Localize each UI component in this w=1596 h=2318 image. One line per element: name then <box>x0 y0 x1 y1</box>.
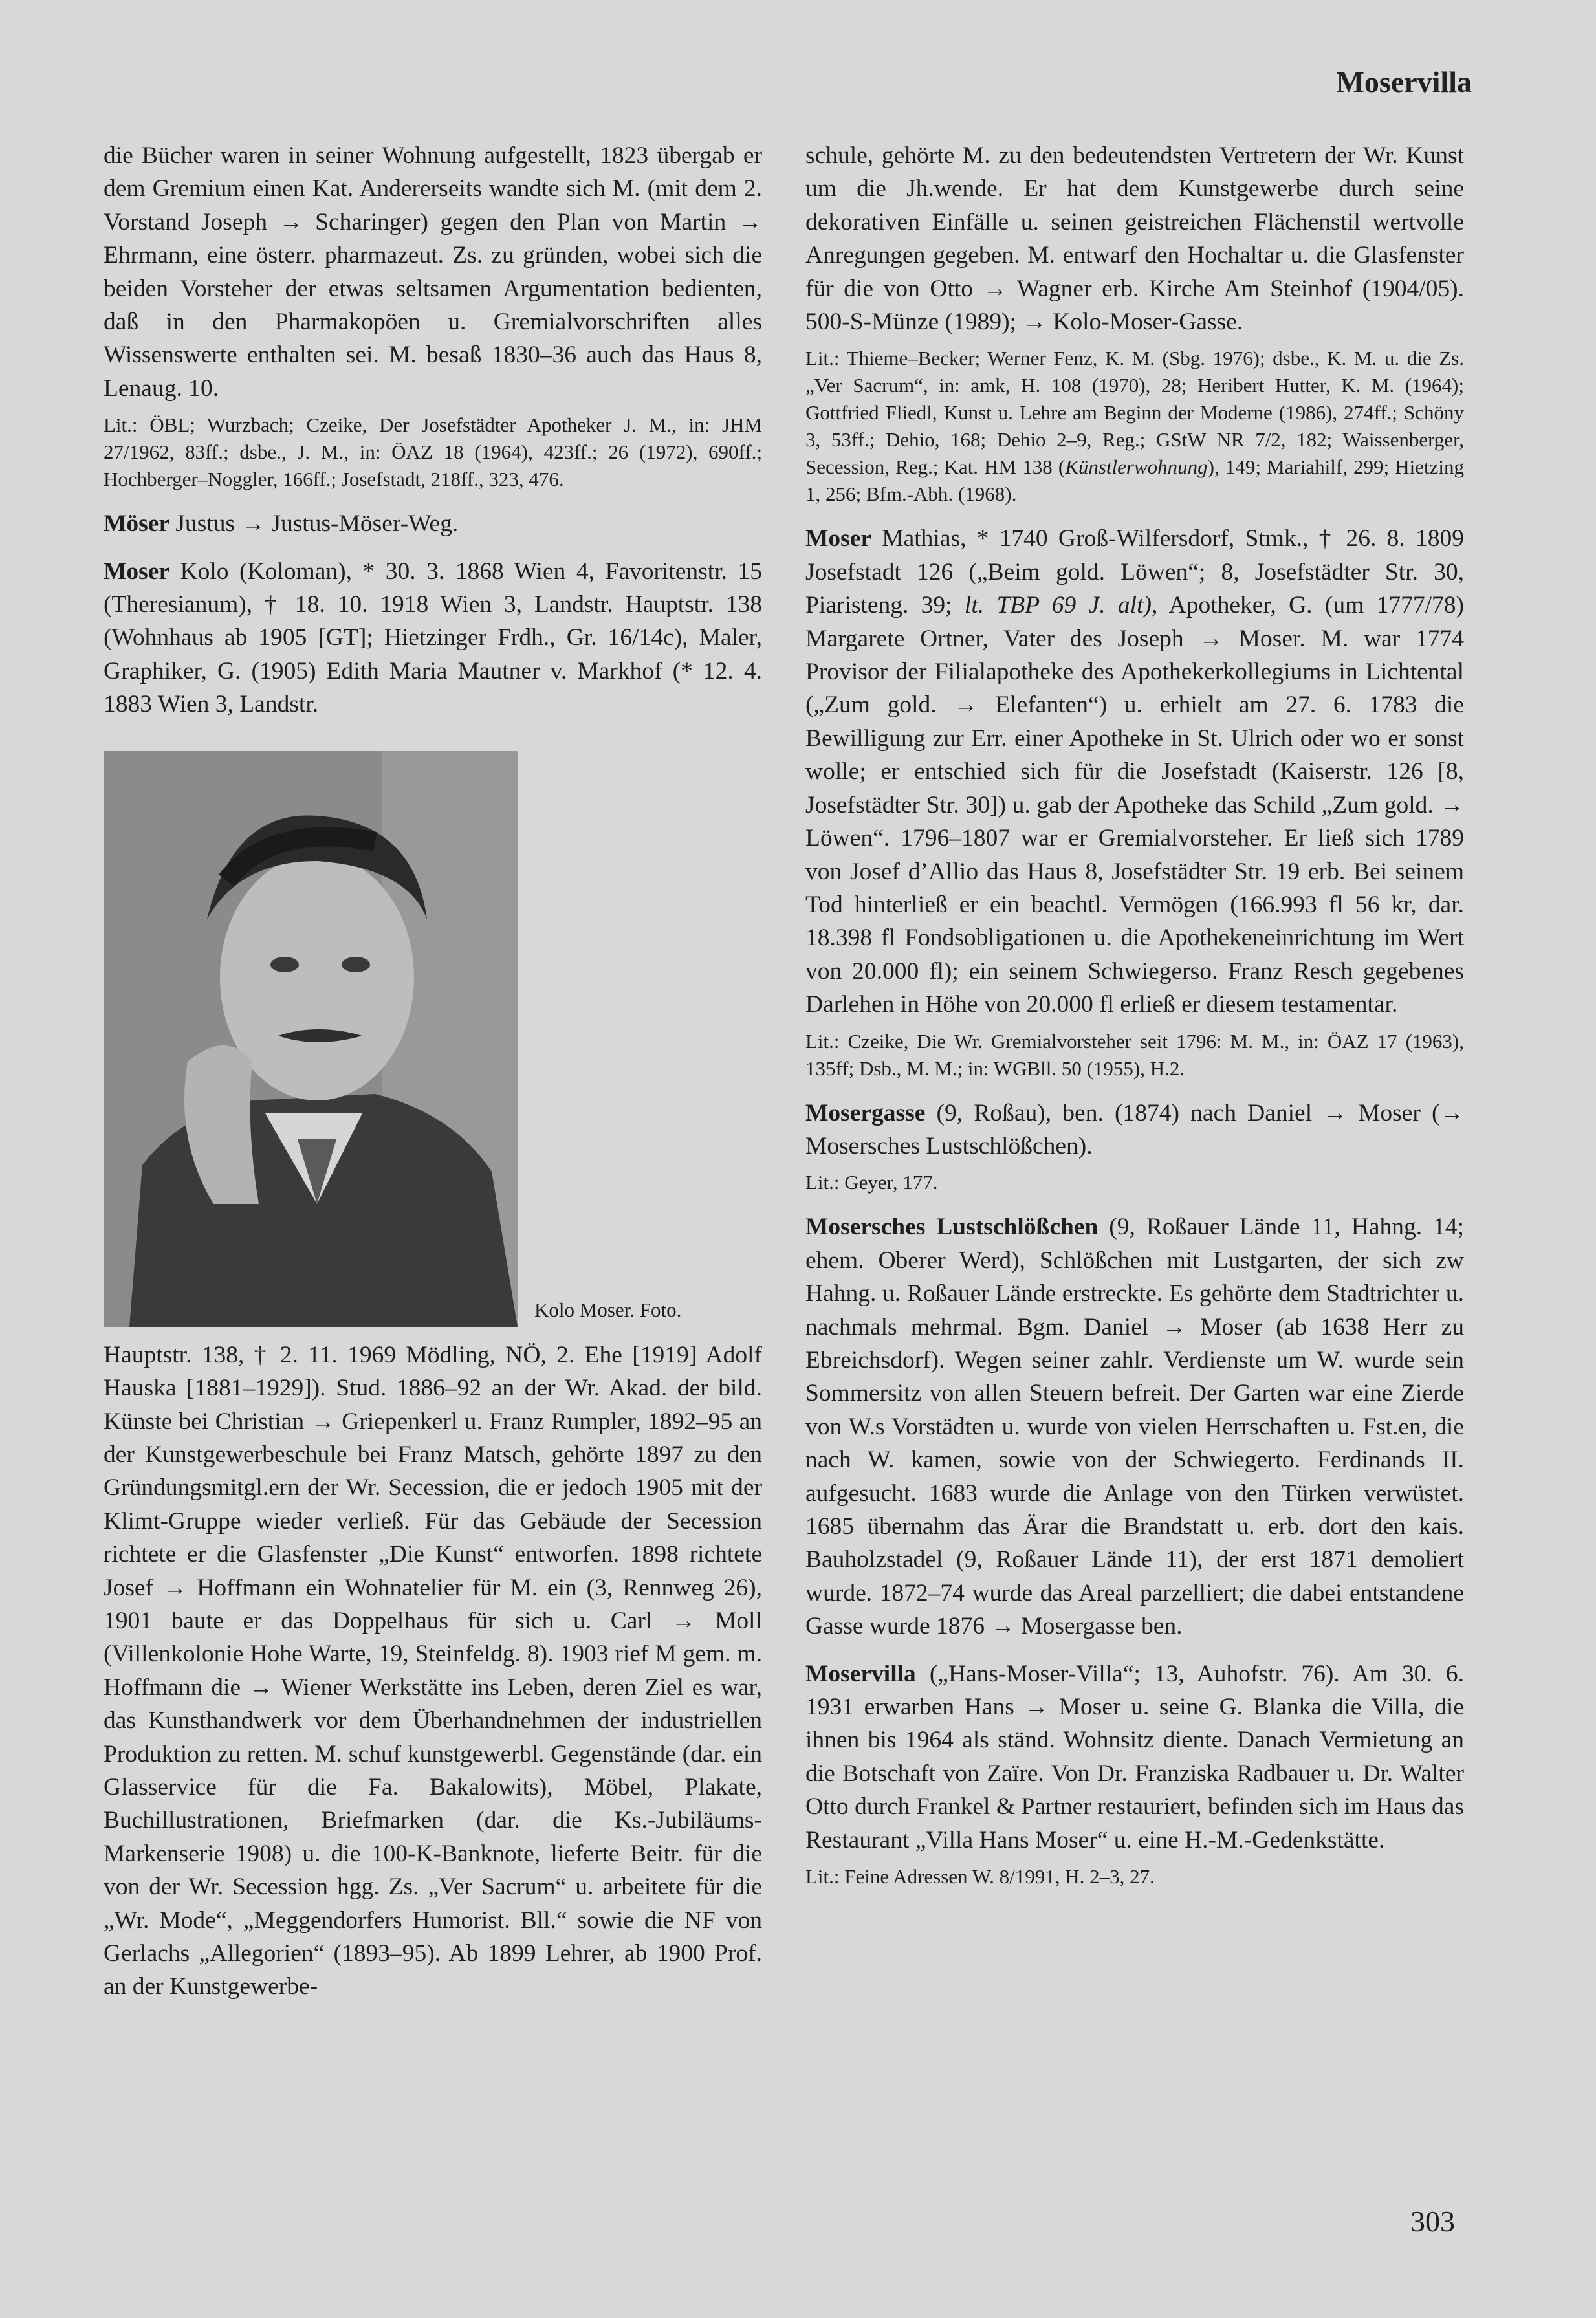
headword: Mosersches Lustschlößchen <box>805 1214 1099 1241</box>
entry-italic: lt. TBP 69 J. alt) <box>964 592 1152 619</box>
literature-note: Lit.: Feine Adressen W. 8/1991, H. 2–3, 27. <box>805 1865 1155 1888</box>
photo-caption: Kolo Moser. Foto. <box>534 1298 682 1321</box>
page-number: 303 <box>1410 2205 1455 2238</box>
entry-moser-kolo <box>104 555 762 721</box>
entry-moser-mathias <box>805 522 1464 1021</box>
paragraph: die Bücher waren in seiner Wohnung aufgestellt, 1823 übergab er dem Gremium einen Kat. Andererseits wandte sich M. (mit dem 2. Vorstand Joseph → Scharinger) gegen den Plan von Martin → Ehrmann, eine österr. pharmazeut. Zs. zu gründen, wobei sich die beiden Vorsteher der etwas seltsamen Argumentation bedienten, daß in den Pharmakopöen u. Gremialvorschriften alles Wissenswerte enthalten sei. M. besaß 1830–36 auch das Haus 8, Lenaug. 10. <box>104 142 762 402</box>
headword: Möser <box>104 510 170 538</box>
entry-moeser-justus <box>104 507 762 540</box>
literature-note <box>805 345 1464 508</box>
entry-text: Kolo (Koloman), * 30. 3. 1868 Wien 4, Favoritenstr. 15 (Theresianum), † 18. 10. 1918 Wien 3, Landstr. Hauptstr. 138 (Wohnhaus ab 1905 [GT]; Hietzinger Frdh., Gr. 16/14c), Maler, Graphiker, G. (1905) Edith Maria Mautner v. Markhof (* 12. 4. 1883 Wien 3, Landstr. <box>104 558 762 718</box>
headword: Moser <box>805 525 872 552</box>
portrait-illustration <box>104 751 518 1327</box>
entry-text: (9, Roßauer Lände 11, Hahng. 14; ehem. Oberer Werd), Schlößchen mit Lustgarten, der sich zw Hahng. u. Roßauer Lände erstreckte. Es gehörte dem Stadtrichter u. nachmals mehrmal. Bgm. Daniel → Moser (ab 1638 Herr zu Ebreichsdorf). Wegen seiner zahlr. Verdienste um W. wurde sein Sommersitz von allen Steuern befreit. Der Garten war eine Zierde von W.s Vorstädten u. wurde von vielen Herrschaften u. Fst.en, die nach W. kamen, sowie von der Schwiegerto. Ferdinands II. aufgesucht. 1683 wurde die Anlage von den Türken verwüstet. 1685 übernahm das Ärar die Brandstatt u. erb. dort den kais. Bauholzstadel (9, Roßauer Lände 11), der erst 1871 demoliert wurde. 1872–74 wurde das Areal parzelliert; die dabei entstandene Gasse wurde 1876 → Mosergasse ben. <box>805 1214 1464 1640</box>
headword: Moser <box>104 558 170 585</box>
running-header: Moservilla <box>1336 65 1472 98</box>
right-column <box>805 139 1464 1894</box>
entry-moservilla <box>805 1657 1464 1857</box>
entry-mosersches-lustschloesschen <box>805 1210 1464 1643</box>
headword: Mosergasse <box>805 1099 926 1126</box>
entry-text: Justus → Justus-Möser-Weg. <box>169 510 459 538</box>
literature-note: Lit.: Geyer, 177. <box>805 1171 938 1194</box>
portrait-photo <box>104 751 518 1327</box>
lit-italic: Künstlerwohnung <box>1065 455 1208 479</box>
entry-text: Mathias, * 1740 Groß-Wilfersdorf, Stmk., † 26. 8. 1809 Josefstadt 126 („Beim gold. Löwen“; 8, Josefstädter Str. 30, Piaristeng. 39; <box>805 525 1464 619</box>
headword: Moservilla <box>805 1660 916 1687</box>
paragraph: Hauptstr. 138, † 2. 11. 1969 Mödling, NÖ, 2. Ehe [1919] Adolf Hauska [1881–1929]). Stud. 1886–92 an der Wr. Akad. der bild. Künste bei Christian → Griepenkerl u. Franz Rumpler, 1892–95 an der Kunstgewerbeschule bei Franz Matsch, gehörte 1897 zu den Gründungsmitgl.ern der Wr. Secession, die er jedoch 1905 mit der Klimt-Gruppe wieder verließ. Für das Gebäude der Secession richtete er die Glasfenster „Die Kunst“ entworfen. 1898 richtete Josef → Hoffmann ein Wohnatelier für M. ein (3, Rennweg 26), 1901 baute er das Doppelhaus für sich u. Carl → Moll (Villenkolonie Hohe Warte, 19, Steinfeldg. 8). 1903 rief M gem. m. Hoffmann die → Wiener Werkstätte ins Leben, deren Ziel es war, das Kunsthandwerk vor dem Überhandnehmen der industriellen Produktion zu retten. M. schuf kunstgewerbl. Gegenstände (dar. ein Glasservice für die Fa. Bakalowits), Möbel, Plakate, Buchillustrationen, Briefmarken (dar. die Ks.-Jubiläums-Markenserie 1908) u. die 100-K-Banknote, lieferte Beitr. für die von der Wr. Secession hgg. Zs. „Ver Sacrum“ u. arbeitete für die „Wr. Mode“, „Meggendorfers Humorist. Bll.“ sowie die NF von Gerlachs „Allegorien“ (1893–95). Ab 1899 Lehrer, ab 1900 Prof. an der Kunstgewerbe- <box>104 1341 762 2000</box>
entry-text: („Hans-Moser-Villa“; 13, Auhofstr. 76). Am 30. 6. 1931 erwarben Hans → Moser u. seine G. Blanka die Villa, die ihnen bis 1964 als ständ. Wohnsitz diente. Danach Vermietung an die Botschaft von Zaïre. Von Dr. Franziska Radbauer u. Dr. Walter Otto durch Frankel & Partner restauriert, befinden sich im Haus das Restaurant „Villa Hans Moser“ u. eine H.-M.-Gedenkstätte. <box>805 1660 1464 1853</box>
left-column <box>104 139 762 2004</box>
literature-note: Lit.: Czeike, Die Wr. Gremialvorsteher seit 1796: M. M., in: ÖAZ 17 (1963), 135ff; Dsb., M. M.; in: WGBll. 50 (1955), H.2. <box>805 1029 1464 1080</box>
lit-text: Lit.: Thieme–Becker; Werner Fenz, K. M. (Sbg. 1976); dsbe., K. M. u. die Zs. „Ver Sacrum“, in: amk, H. 108 (1970), 28; Heribert Hutter, K. M. (1964); Gottfried Fliedl, Kunst u. Lehre am Beginn der Moderne (1986), 274ff.; Schöny 3, 53ff.; Dehio, 168; Dehio 2–9, Reg.; GStW NR 7/2, 182; Waissenberger, Secession, Reg.; Kat. HM 138 ( <box>805 347 1464 479</box>
entry-mosergasse <box>805 1097 1464 1163</box>
figure <box>104 751 762 1327</box>
paragraph: schule, gehörte M. zu den bedeutendsten Vertretern der Wr. Kunst um die Jh.wende. Er hat dem Kunstgewerbe durch seine dekorativen Einfälle u. seinen geistreichen Flächenstil wertvolle Anregungen gegeben. M. entwarf den Hochaltar u. die Glasfenster für die von Otto → Wagner erb. Kirche Am Steinhof (1904/05). 500-S-Münze (1989); → Kolo-Moser-Gasse. <box>805 142 1464 336</box>
lit-text: ), 149; Mariahilf, 299; Hietzing 1, 256; Bfm.-Abh. (1968). <box>805 455 1464 506</box>
entry-text: (9, Roßau), ben. (1874) nach Daniel → Moser (→ Mosersches Lustschlößchen). <box>805 1099 1464 1159</box>
entry-text: , Apotheker, G. (um 1777/78) Margarete Ortner, Vater des Joseph → Moser. M. war 1774 Provisor der Filialapotheke des Apothekerkollegiums in Lichtental („Zum gold. → Elefanten“) u. erhielt am 27. 6. 1783 die Bewilligung zur Err. einer Apotheke in St. Ulrich oder wo er sonst wolle; er entschied sich für die Josefstadt (Kaiserstr. 126 [8, Josefstädter Str. 30]) u. gab der Apotheke das Schild „Zum gold. → Löwen“. 1796–1807 war er Gremialvorsteher. Er ließ sich 1789 von Josef d’Allio das Haus 8, Josefstädter Str. 19 erb. Bei seinem Tod hinterließ er ein beachtl. Vermögen (166.993 fl 56 kr, dar. 18.398 fl Fondsobligationen u. die Apothekeneinrichtung im Wert von 20.000 fl); ein seinem Schwiegerso. Franz Resch gegebenes Darlehen in Höhe von 20.000 fl erließ er diesem testamentar. <box>805 592 1464 1018</box>
literature-note: Lit.: ÖBL; Wurzbach; Czeike, Der Josefstädter Apotheker J. M., in: JHM 27/1962, 83ff.; dsbe., J. M., in: ÖAZ 18 (1964), 423ff.; 26 (1972), 690ff.; Hochberger–Noggler, 166ff.; Josefstadt, 218ff., 323, 476. <box>104 413 762 491</box>
